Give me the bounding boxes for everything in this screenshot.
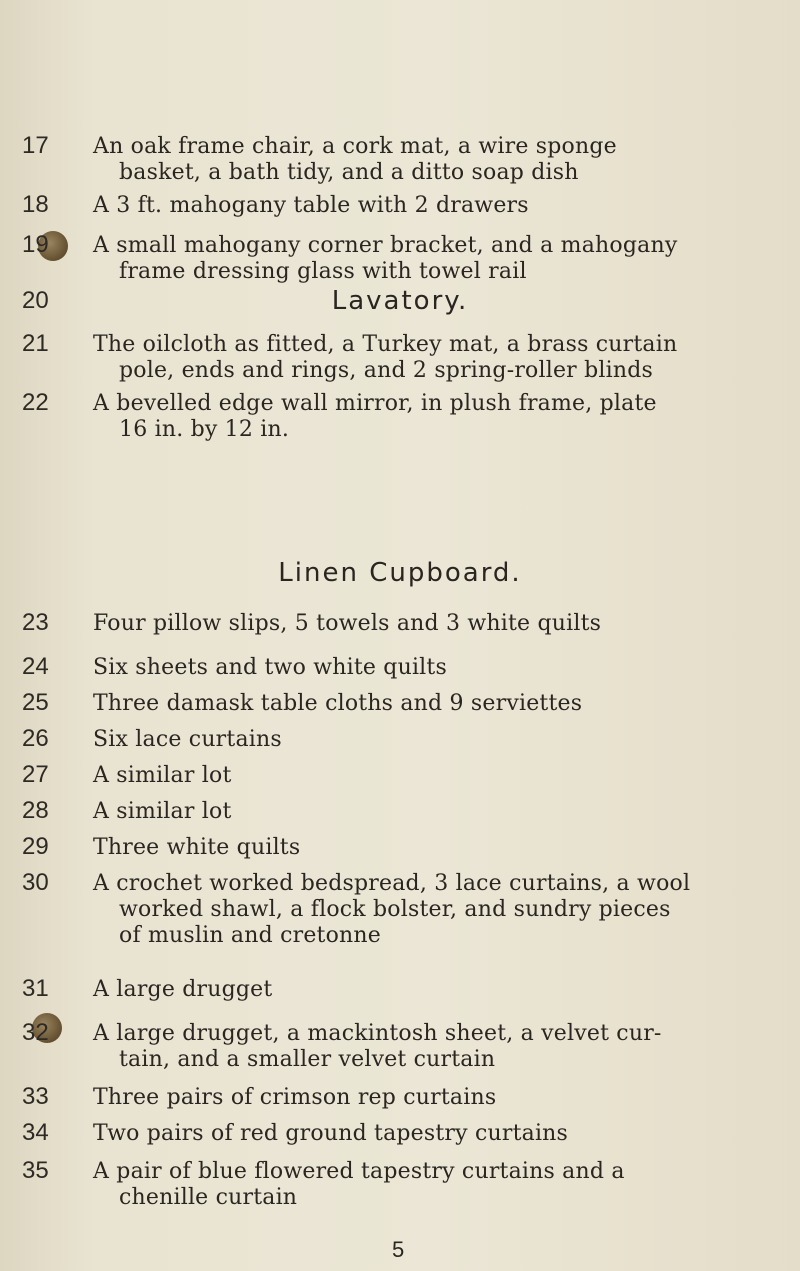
lot-number: 20: [22, 287, 49, 314]
lot-description-line: 16 in. by 12 in.: [119, 417, 290, 442]
lot-number: 18: [22, 191, 49, 218]
lot-number: 26: [22, 725, 49, 752]
lot-description-line: pole, ends and rings, and 2 spring-roller blinds: [119, 358, 653, 383]
lot-description-line: An oak frame chair, a cork mat, a wire sponge: [93, 134, 617, 159]
lot-number: 24: [22, 653, 49, 680]
lot-description-line: A large drugget: [93, 977, 273, 1002]
lot-number: 19: [22, 231, 49, 258]
lot-description-line: chenille curtain: [119, 1185, 298, 1210]
lot-description-line: A large drugget, a mackintosh sheet, a velvet cur-: [93, 1021, 662, 1046]
lot-description-line: Six lace curtains: [93, 727, 282, 752]
lot-number: 34: [22, 1119, 49, 1146]
lot-description-line: tain, and a smaller velvet curtain: [119, 1047, 496, 1072]
lot-number: 28: [22, 797, 49, 824]
lot-description-line: basket, a bath tidy, and a ditto soap dish: [119, 160, 579, 185]
lot-description-line: of muslin and cretonne: [119, 923, 381, 948]
section-heading-lavatory: Lavatory.: [331, 286, 469, 316]
lot-number: 30: [22, 869, 49, 896]
lot-description-line: A pair of blue flowered tapestry curtains and a: [93, 1159, 625, 1184]
lot-description-line: Three white quilts: [93, 835, 301, 860]
lot-number: 35: [22, 1157, 49, 1184]
section-heading-linen-cupboard: Linen Cupboard.: [278, 558, 522, 588]
lot-description-line: A similar lot: [93, 763, 232, 788]
lot-description-line: A crochet worked bedspread, 3 lace curtains, a wool: [93, 871, 691, 896]
lot-description-line: A 3 ft. mahogany table with 2 drawers: [93, 193, 529, 218]
lot-number: 21: [22, 330, 49, 357]
lot-number: 31: [22, 975, 49, 1002]
lot-number: 29: [22, 833, 49, 860]
lot-number: 23: [22, 609, 49, 636]
lot-description-line: worked shawl, a flock bolster, and sundry pieces: [119, 897, 671, 922]
lot-description-line: Three damask table cloths and 9 serviettes: [93, 691, 583, 716]
lot-number: 22: [22, 389, 49, 416]
lot-description-line: Four pillow slips, 5 towels and 3 white quilts: [93, 611, 602, 636]
lot-description-line: frame dressing glass with towel rail: [119, 259, 527, 284]
lot-number: 17: [22, 132, 49, 159]
lot-number: 33: [22, 1083, 49, 1110]
lot-number: 25: [22, 689, 49, 716]
lot-description-line: Three pairs of crimson rep curtains: [93, 1085, 497, 1110]
lot-description-line: A similar lot: [93, 799, 232, 824]
lot-description-line: Six sheets and two white quilts: [93, 655, 447, 680]
lot-description-line: A bevelled edge wall mirror, in plush frame, plate: [93, 391, 657, 416]
lot-description-line: A small mahogany corner bracket, and a mahogany: [93, 233, 678, 258]
lot-number: 27: [22, 761, 49, 788]
lot-description-line: Two pairs of red ground tapestry curtains: [93, 1121, 569, 1146]
lot-number: 32: [22, 1019, 49, 1046]
page-number: 5: [392, 1237, 405, 1262]
lot-description-line: The oilcloth as fitted, a Turkey mat, a brass curtain: [93, 332, 678, 357]
